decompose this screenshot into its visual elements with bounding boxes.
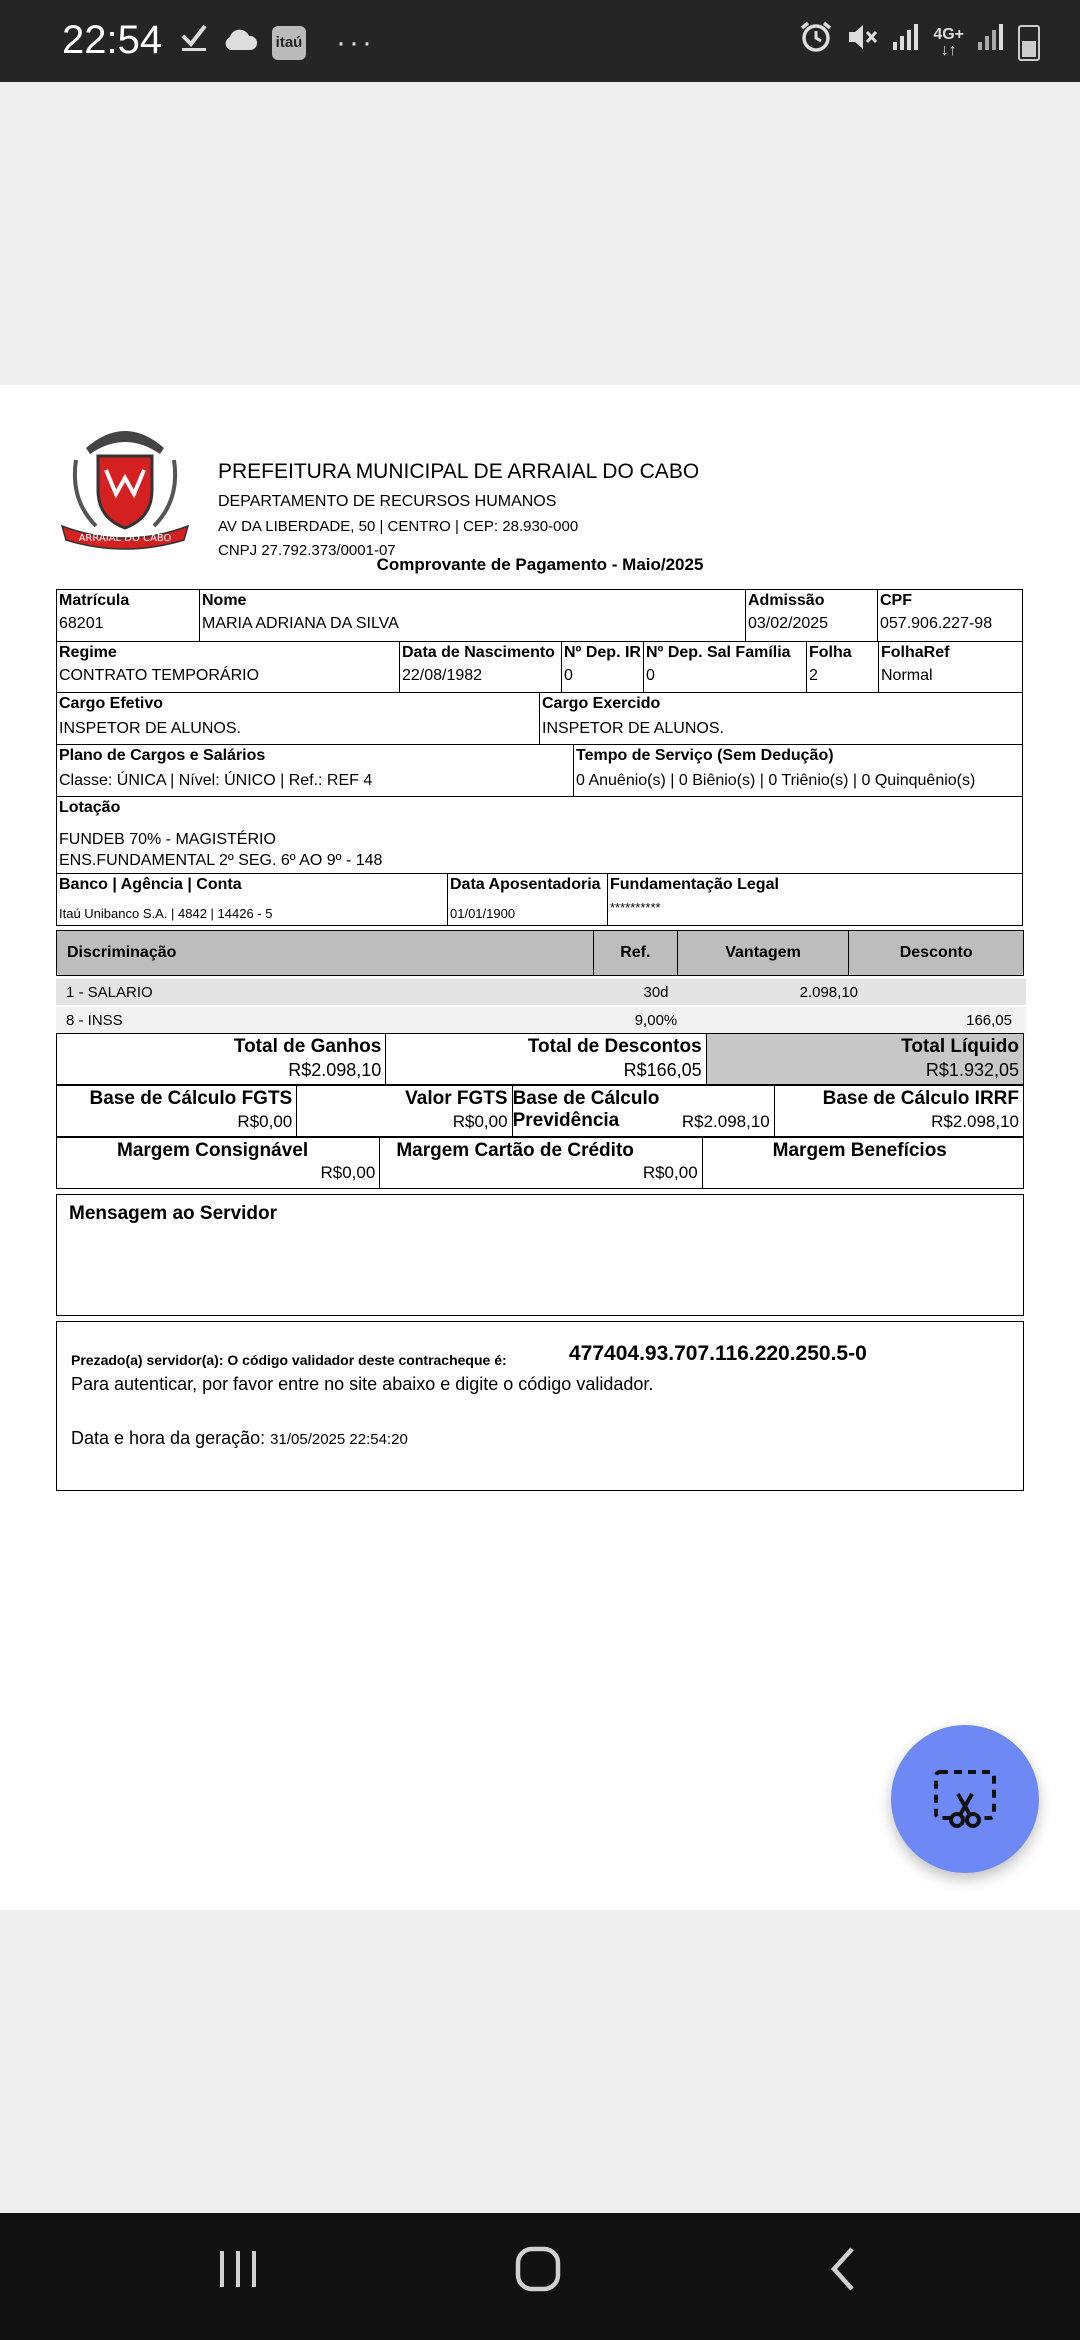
tempo-cell: Tempo de Serviço (Sem Dedução) 0 Anuênio(s) | 0 Biênio(s) | 0 Triênio(s) | 0 Quinquênio(s) bbox=[574, 745, 1023, 797]
banco-cell: Banco | Agência | Conta Itaú Unibanco S.A. | 4842 | 14426 - 5 bbox=[57, 874, 448, 926]
city-name: PREFEITURA MUNICIPAL DE ARRAIAL DO CABO bbox=[218, 460, 700, 483]
status-bar bbox=[0, 0, 1080, 82]
navigation-bar bbox=[0, 2213, 1080, 2340]
signal-icon-2 bbox=[976, 22, 1006, 63]
nascimento-cell: Data de Nascimento 22/08/1982 bbox=[400, 642, 562, 693]
cloud-icon bbox=[222, 23, 258, 63]
aposentadoria-cell: Data Aposentadoria 01/01/1900 bbox=[448, 874, 608, 926]
screenshot-crop-icon bbox=[930, 1764, 1000, 1834]
margem-beneficios: Margem Benefícios bbox=[772, 1140, 947, 1161]
status-left-icons bbox=[180, 22, 375, 63]
col-desconto: Desconto bbox=[899, 944, 973, 961]
back-icon bbox=[824, 2243, 860, 2293]
home-button[interactable] bbox=[514, 2243, 564, 2298]
employee-table-row6 bbox=[56, 873, 1023, 926]
svg-text:ARRAIAL DO CABO: ARRAIAL DO CABO bbox=[78, 533, 172, 544]
status-right-icons bbox=[799, 20, 1040, 65]
table-row bbox=[56, 979, 1026, 1005]
validador-instructions: Para autenticar, por favor entre no site abaixo e digite o código validador. bbox=[71, 1374, 654, 1394]
margem-cartao: Margem Cartão de Crédito R$0,00 bbox=[380, 1138, 702, 1188]
admissao-cell: Admissão 03/02/2025 bbox=[746, 590, 878, 642]
base-previdencia: Base de Cálculo Previdência R$2.098,10 bbox=[513, 1086, 775, 1136]
folharef-cell: FolhaRef Normal bbox=[879, 642, 1023, 693]
dep-ir-cell: Nº Dep. IR 0 bbox=[562, 642, 644, 693]
row-ref: 30d bbox=[643, 983, 669, 1001]
cargo-efetivo-cell: Cargo Efetivo INSPETOR DE ALUNOS. bbox=[57, 693, 540, 745]
valor-fgts: Valor FGTS R$0,00 bbox=[297, 1086, 512, 1136]
address: AV DA LIBERDADE, 50 | CENTRO | CEP: 28.930-000 bbox=[218, 518, 579, 535]
document-title: Comprovante de Pagamento - Maio/2025 bbox=[376, 555, 704, 574]
bases-box bbox=[56, 1085, 1024, 1137]
cpf-cell: CPF 057.906.227-98 bbox=[878, 590, 1023, 642]
mensagem-box bbox=[56, 1194, 1024, 1316]
employee-table-row4 bbox=[56, 744, 1023, 797]
nome-cell: Nome MARIA ADRIANA DA SILVA bbox=[200, 590, 746, 642]
plano-cell: Plano de Cargos e Salários Classe: ÚNICA | Nível: ÚNICO | Ref.: REF 4 bbox=[57, 745, 574, 797]
margem-consignavel: Margem Consignável R$0,00 bbox=[57, 1138, 380, 1188]
validador-box bbox=[56, 1321, 1024, 1491]
back-button[interactable] bbox=[824, 2243, 860, 2298]
screenshot-edit-button[interactable] bbox=[891, 1725, 1039, 1873]
validador-intro: Prezado(a) servidor(a): O código validador deste contracheque é: bbox=[71, 1352, 507, 1368]
col-vantagem: Vantagem bbox=[678, 931, 850, 975]
recent-apps-icon bbox=[218, 2243, 258, 2293]
mute-icon bbox=[845, 20, 879, 65]
discriminacao-header bbox=[56, 930, 1024, 976]
table-row bbox=[56, 1007, 1026, 1033]
row-desconto: 166,05 bbox=[966, 1011, 1012, 1029]
col-discriminacao: Discriminação bbox=[57, 931, 594, 975]
row-vantagem: 2.098,10 bbox=[799, 983, 858, 1001]
row-ref: 9,00% bbox=[634, 1011, 678, 1029]
geracao-datetime: 31/05/2025 22:54:20 bbox=[270, 1431, 408, 1448]
base-irrf: Base de Cálculo IRRF R$2.098,10 bbox=[822, 1088, 1019, 1131]
cargo-exercido-cell: Cargo Exercido INSPETOR DE ALUNOS. bbox=[540, 693, 1023, 745]
recent-apps-button[interactable] bbox=[218, 2243, 258, 2298]
geracao-label: Data e hora da geração: bbox=[71, 1428, 266, 1448]
row-desc: 8 - INSS bbox=[66, 1011, 123, 1029]
col-ref: Ref. bbox=[594, 931, 678, 975]
geracao-line bbox=[71, 1428, 408, 1449]
status-time: 22:54 bbox=[62, 18, 163, 62]
more-dots-icon: ··· bbox=[336, 25, 375, 59]
home-icon bbox=[514, 2243, 564, 2293]
fundamentacao-cell: Fundamentação Legal ********** bbox=[608, 874, 1023, 926]
network-type: 4G+ ↓↑ bbox=[933, 25, 964, 59]
department-name: DEPARTAMENTO DE RECURSOS HUMANOS bbox=[218, 493, 557, 510]
lotacao-cell: Lotação FUNDEB 70% - MAGISTÉRIO ENS.FUNDAMENTAL 2º SEG. 6º AO 9º - 148 bbox=[57, 797, 1023, 874]
total-descontos: Total de Descontos R$166,05 bbox=[386, 1034, 706, 1084]
city-crest-icon bbox=[56, 420, 194, 552]
validador-code: 477404.93.707.116.220.250.5-0 bbox=[569, 1342, 867, 1365]
signal-icon bbox=[891, 22, 921, 63]
matricula-cell: Matrícula 68201 bbox=[57, 590, 200, 642]
checkmark-icon bbox=[180, 22, 208, 63]
mensagem-label: Mensagem ao Servidor bbox=[69, 1203, 278, 1224]
margens-box bbox=[56, 1137, 1024, 1189]
employee-table-row5 bbox=[56, 796, 1023, 874]
itau-icon: itaú bbox=[272, 26, 306, 60]
total-ganhos: Total de Ganhos R$2.098,10 bbox=[57, 1034, 386, 1084]
row-desc: 1 - SALARIO bbox=[66, 983, 153, 1001]
regime-cell: Regime CONTRATO TEMPORÁRIO bbox=[57, 642, 400, 693]
payslip-document bbox=[0, 385, 1080, 1910]
folha-cell: Folha 2 bbox=[807, 642, 879, 693]
employee-table-row3 bbox=[56, 692, 1023, 745]
cnpj: CNPJ 27.792.373/0001-07 bbox=[218, 542, 396, 559]
document-header bbox=[56, 420, 1026, 559]
battery-icon bbox=[1018, 25, 1040, 61]
base-fgts: Base de Cálculo FGTS R$0,00 bbox=[57, 1086, 297, 1136]
total-liquido: Total Líquido R$1.932,05 bbox=[707, 1034, 1023, 1084]
employee-table-row1 bbox=[56, 589, 1023, 642]
dep-sal-cell: Nº Dep. Sal Família 0 bbox=[644, 642, 807, 693]
employee-table-row2 bbox=[56, 641, 1023, 693]
alarm-icon bbox=[799, 20, 833, 65]
totals-box bbox=[56, 1033, 1024, 1085]
